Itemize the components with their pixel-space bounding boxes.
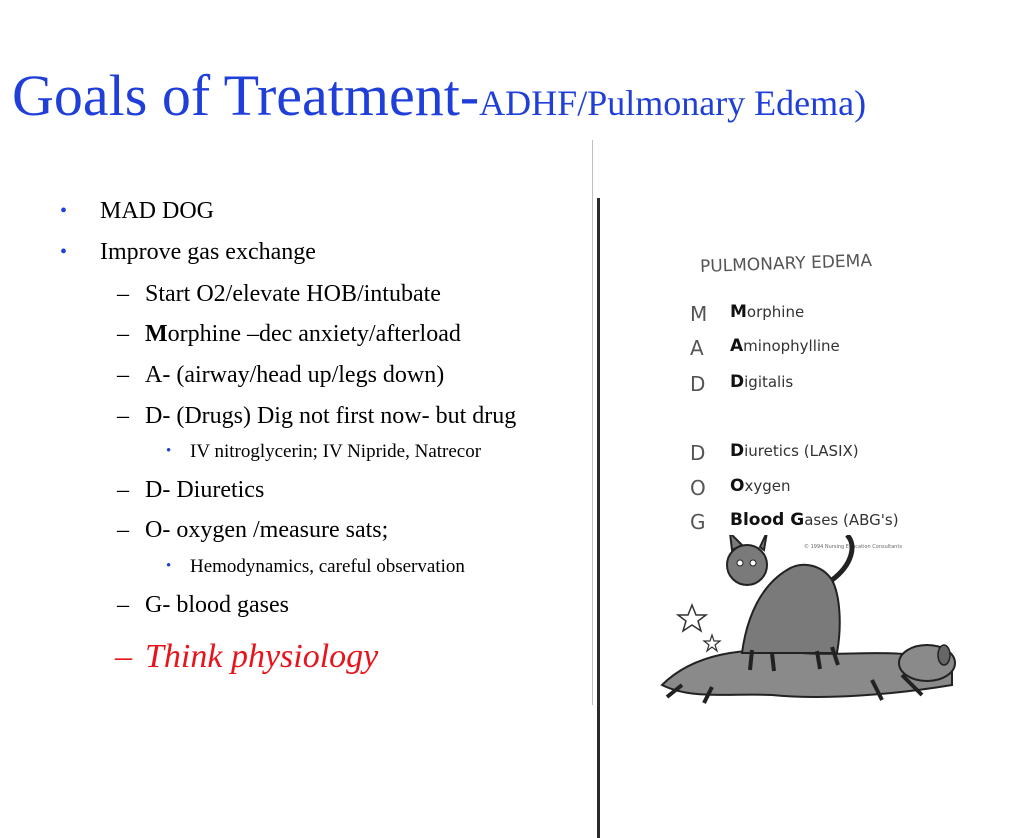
bullet-dash: – [117,517,129,543]
bullet-mad-dog: MAD DOG [100,198,214,224]
bullet-dot-small: • [166,443,172,459]
mnemonic-word-aminophylline: Aminophylline [730,336,840,356]
mnemonic-word-digitalis: Digitalis [730,372,794,392]
mnemonic-letter-m: M [690,302,708,326]
bullet-improve-gas: Improve gas exchange [100,239,316,265]
bullet-dot-small: • [166,558,172,574]
bullet-oxygen: O- oxygen /measure sats; [145,517,389,543]
bullet-hemodynamics: Hemodynamics, careful observation [190,556,465,577]
bullet-diuretics: D- Diuretics [145,477,265,503]
mnemonic-letter-o: O [690,476,706,500]
morphine-rest: orphine –dec anxiety/afterload [167,321,461,347]
bullet-start-o2: Start O2/elevate HOB/intubate [145,281,441,307]
bullet-dash: – [117,362,129,388]
scan-heading: PULMONARY EDEMA [699,251,873,277]
scan-left-border [597,198,600,838]
mnemonic-letter-a: A [690,336,704,360]
bullet-dash-emphasis: – [115,638,132,675]
scanned-mnemonic-image [592,140,972,705]
mnemonic-word-diuretics: Diuretics (LASIX) [730,441,859,461]
bullet-dash: – [117,477,129,503]
bullet-airway: A- (airway/head up/legs down) [145,362,445,388]
cat-on-dog-illustration [652,535,962,705]
mnemonic-word-morphine: Morphine [730,302,805,322]
bullet-dot: • [60,200,68,222]
bullet-dot: • [60,241,68,263]
mnemonic-letter-g: G [690,510,706,534]
scan-edge-line [592,140,593,705]
title-subtitle: ADHF/Pulmonary Edema) [479,83,867,123]
bullet-iv-nitro: IV nitroglycerin; IV Nipride, Natrecor [190,441,482,462]
mnemonic-word-oxygen: Oxygen [730,476,791,496]
bullet-blood-gases: G- blood gases [145,592,289,618]
bullet-drugs: D- (Drugs) Dig not first now- but drug [145,403,517,429]
bullet-dash: – [117,403,129,429]
title-main: Goals of Treatment- [12,63,480,128]
bullet-think-physiology: Think physiology [145,638,379,675]
bullet-dash: – [117,592,129,618]
morphine-bold-letter: M [145,321,168,347]
scan-copyright: © 1994 Nursing Education Consultants [804,544,902,550]
mnemonic-word-blood-gases: Blood Gases (ABG's) [730,510,899,530]
bullet-dash: – [117,281,129,307]
mnemonic-letter-d2: D [690,441,706,465]
bullet-morphine [145,321,461,348]
bullet-dash: – [117,321,129,347]
mnemonic-letter-d: D [690,372,706,396]
